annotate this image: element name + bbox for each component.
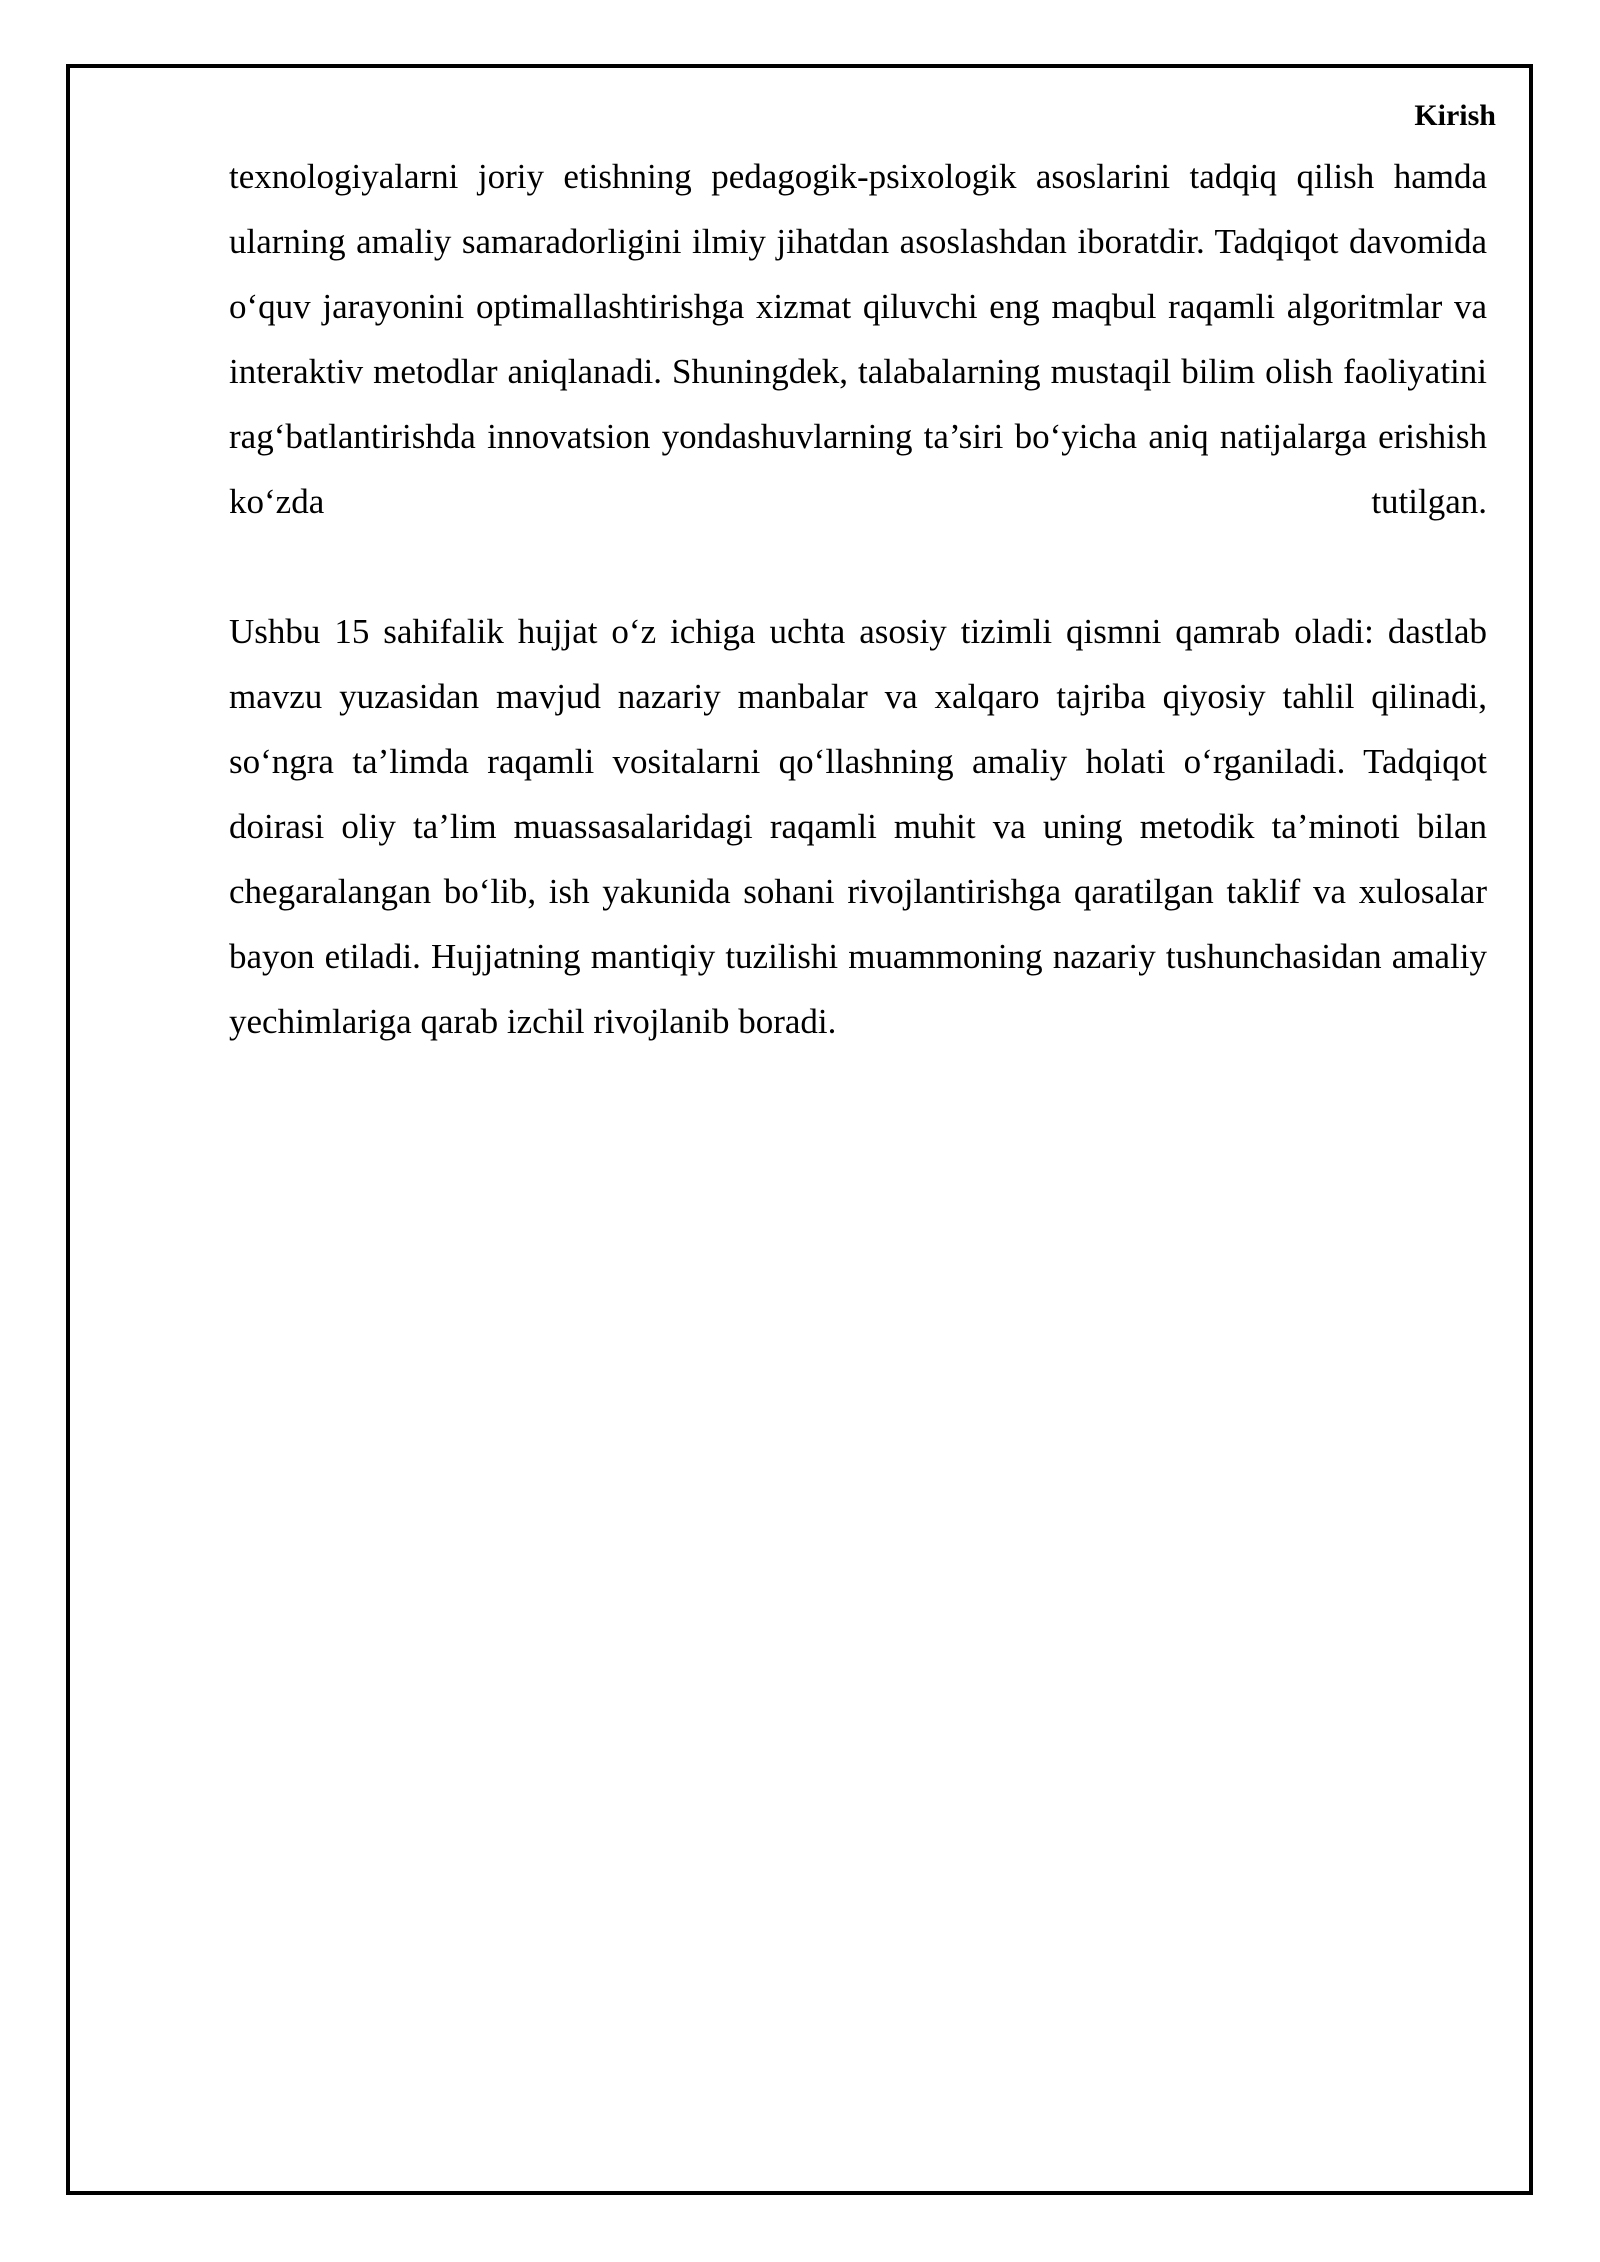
paragraph-spacer [229, 534, 1487, 599]
paragraph-structure: Ushbu 15 sahifalik hujjat o‘z ichiga uchta asosiy tizimli qismni qamrab oladi: dastlab mavzu yuzasidan mavjud nazariy manbalar va xalqaro tajriba qiyosiy tahlil qilinadi, so‘ngra ta’limda raqamli vositalarni qo‘llashning amaliy holati o‘rganiladi. Tadqiqot doirasi oliy ta’lim muassasalaridagi raqamli muhit va uning metodik ta’minoti bilan chegaralangan bo‘lib, ish yakunida sohani rivojlantirishga qaratilgan taklif va xulosalar bayon etiladi. Hujjatning mantiqiy tuzilishi muammoning nazariy tushunchasidan amaliy yechimlariga qarab izchil rivojlanib boradi. [229, 612, 1487, 1041]
paragraph-purpose: texnologiyalarni joriy etishning pedagogik-psixologik asoslarini tadqiq qilish hamda ularning amaliy samaradorligini ilmiy jihatdan asoslashdan iboratdir. Tadqiqot davomida o‘quv jarayonini optimallashtirishga xizmat qiluvchi eng maqbul raqamli algoritmlar va interaktiv metodlar aniqlanadi. Shuningdek, talabalarning mustaqil bilim olish faoliyatini rag‘batlantirishda innovatsion yondashuvlarning ta’siri bo‘yicha aniq natijalarga erishish ko‘zda tutilgan. [229, 157, 1487, 521]
section-title: Kirish [1414, 99, 1496, 132]
document-body [229, 144, 1487, 1054]
